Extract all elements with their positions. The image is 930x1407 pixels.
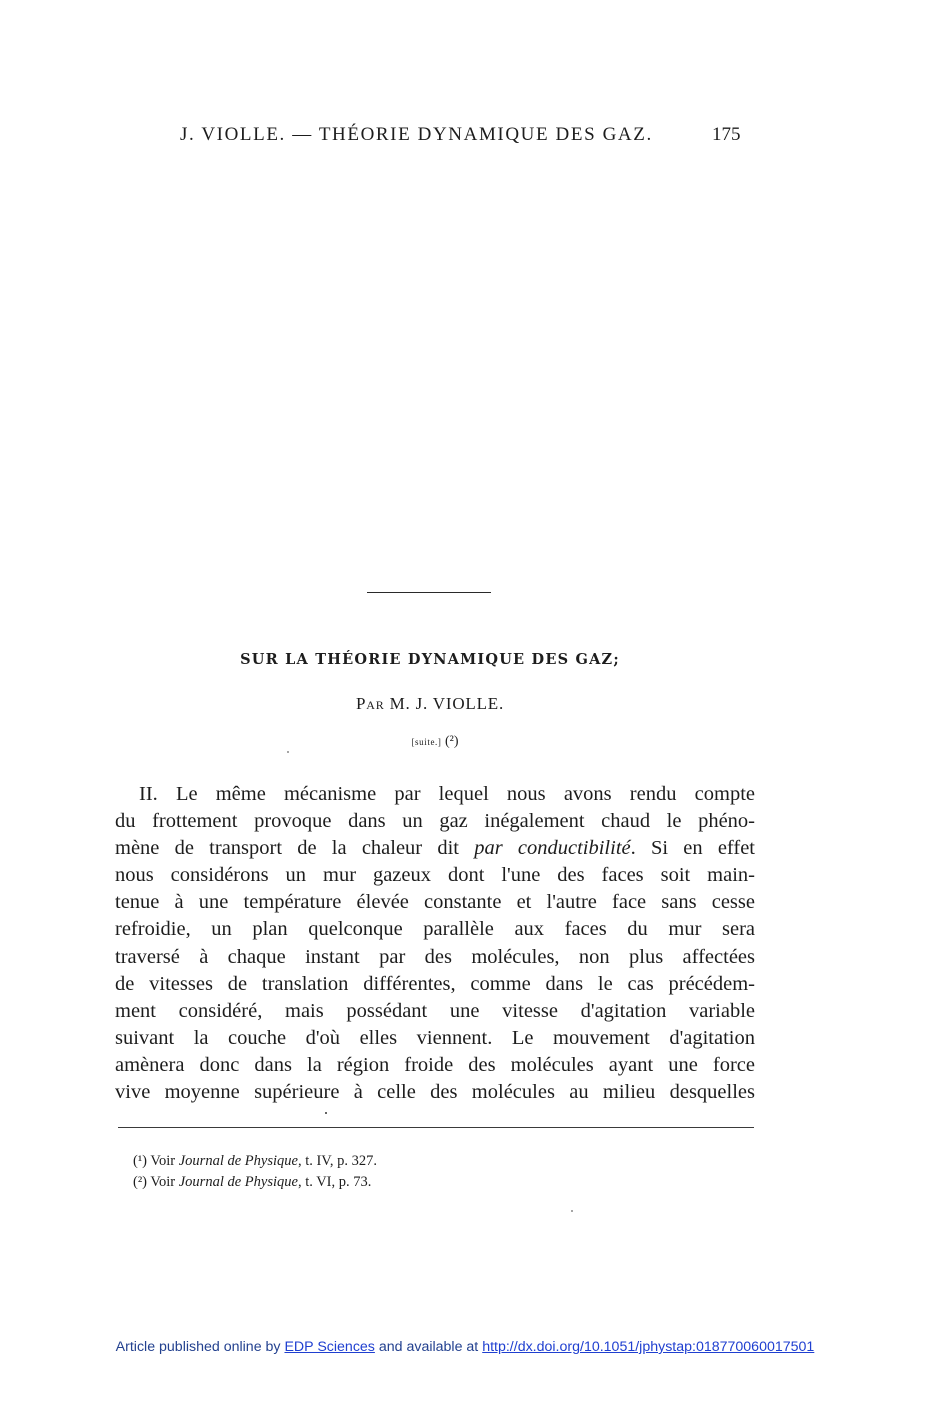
body-line-text: . Si en effet	[630, 837, 756, 860]
page-number: 175	[712, 124, 741, 145]
byline	[0, 694, 860, 714]
byline-prefix: Par	[355, 694, 385, 713]
body-line: nous considérons un mur gazeux dont l'une des faces soit main-	[115, 864, 755, 887]
italic-term: par conductibilité	[474, 837, 631, 860]
running-head-title: J. VIOLLE. — THÉORIE DYNAMIQUE DES GAZ.	[180, 124, 653, 145]
publisher-middle: and available at	[378, 1339, 479, 1355]
footnotes	[133, 1151, 733, 1193]
footnote-text: , t. IV, p. 327.	[297, 1153, 378, 1169]
body-line: de vitesses de translation différentes, comme dans le cas précédem-	[115, 972, 755, 995]
publisher-prefix: Article published online by	[115, 1339, 281, 1355]
footnote-text: , t. VI, p. 73.	[297, 1174, 372, 1190]
footnote-marker: (²)	[133, 1174, 148, 1190]
footnote-source: Journal de Physique	[178, 1153, 298, 1169]
footnote-1	[133, 1151, 733, 1172]
article-title: SUR LA THÉORIE DYNAMIQUE DES GAZ;	[240, 651, 620, 668]
publisher-link[interactable]: EDP Sciences	[284, 1339, 375, 1355]
doi-link[interactable]: http://dx.doi.org/10.1051/jphystap:018770060017501	[482, 1339, 815, 1355]
scan-speck	[325, 1112, 327, 1114]
body-line: II. Le même mécanisme par lequel nous avons rendu compte	[139, 783, 755, 805]
body-line-with-italic	[115, 835, 755, 862]
scan-speck	[571, 1210, 573, 1212]
body-line: refroidie, un plan quelconque parallèle aux faces du mur sera	[115, 918, 755, 941]
body-line: amènera donc dans la région froide des molécules ayant une force	[115, 1053, 755, 1076]
scan-speck	[287, 751, 289, 753]
running-head	[0, 124, 930, 148]
publisher-line	[0, 1339, 930, 1355]
suite-label: [suite.]	[411, 737, 442, 747]
footnote-rule	[118, 1127, 754, 1128]
body-line: ment considéré, mais possédant une vitesse d'agitation variable	[115, 999, 755, 1022]
footnote-text: Voir	[150, 1153, 179, 1169]
continuation-note	[0, 734, 870, 750]
body-line: traversé à chaque instant par des molécules, non plus affectées	[115, 945, 755, 968]
body-line: tenue à une température élevée constante et l'autre face sans cesse	[115, 891, 755, 914]
footnote-text: Voir	[150, 1174, 179, 1190]
footnote-2	[133, 1172, 733, 1193]
footnote-marker: (¹)	[133, 1153, 148, 1169]
byline-author: M. J. VIOLLE.	[389, 694, 505, 713]
footnote-reference: (²)	[445, 734, 459, 749]
section-separator-rule	[367, 592, 491, 593]
body-line: suivant la couche d'où elles viennent. Le mouvement d'agitation	[115, 1026, 755, 1049]
body-line: vive moyenne supérieure à celle des molécules au milieu desquelles	[115, 1081, 755, 1104]
body-line-text: mène de transport de la chaleur dit	[115, 837, 475, 860]
body-line: du frottement provoque dans un gaz inégalement chaud le phéno-	[115, 810, 755, 833]
footnote-source: Journal de Physique	[178, 1174, 298, 1190]
body-paragraph	[115, 781, 755, 1106]
